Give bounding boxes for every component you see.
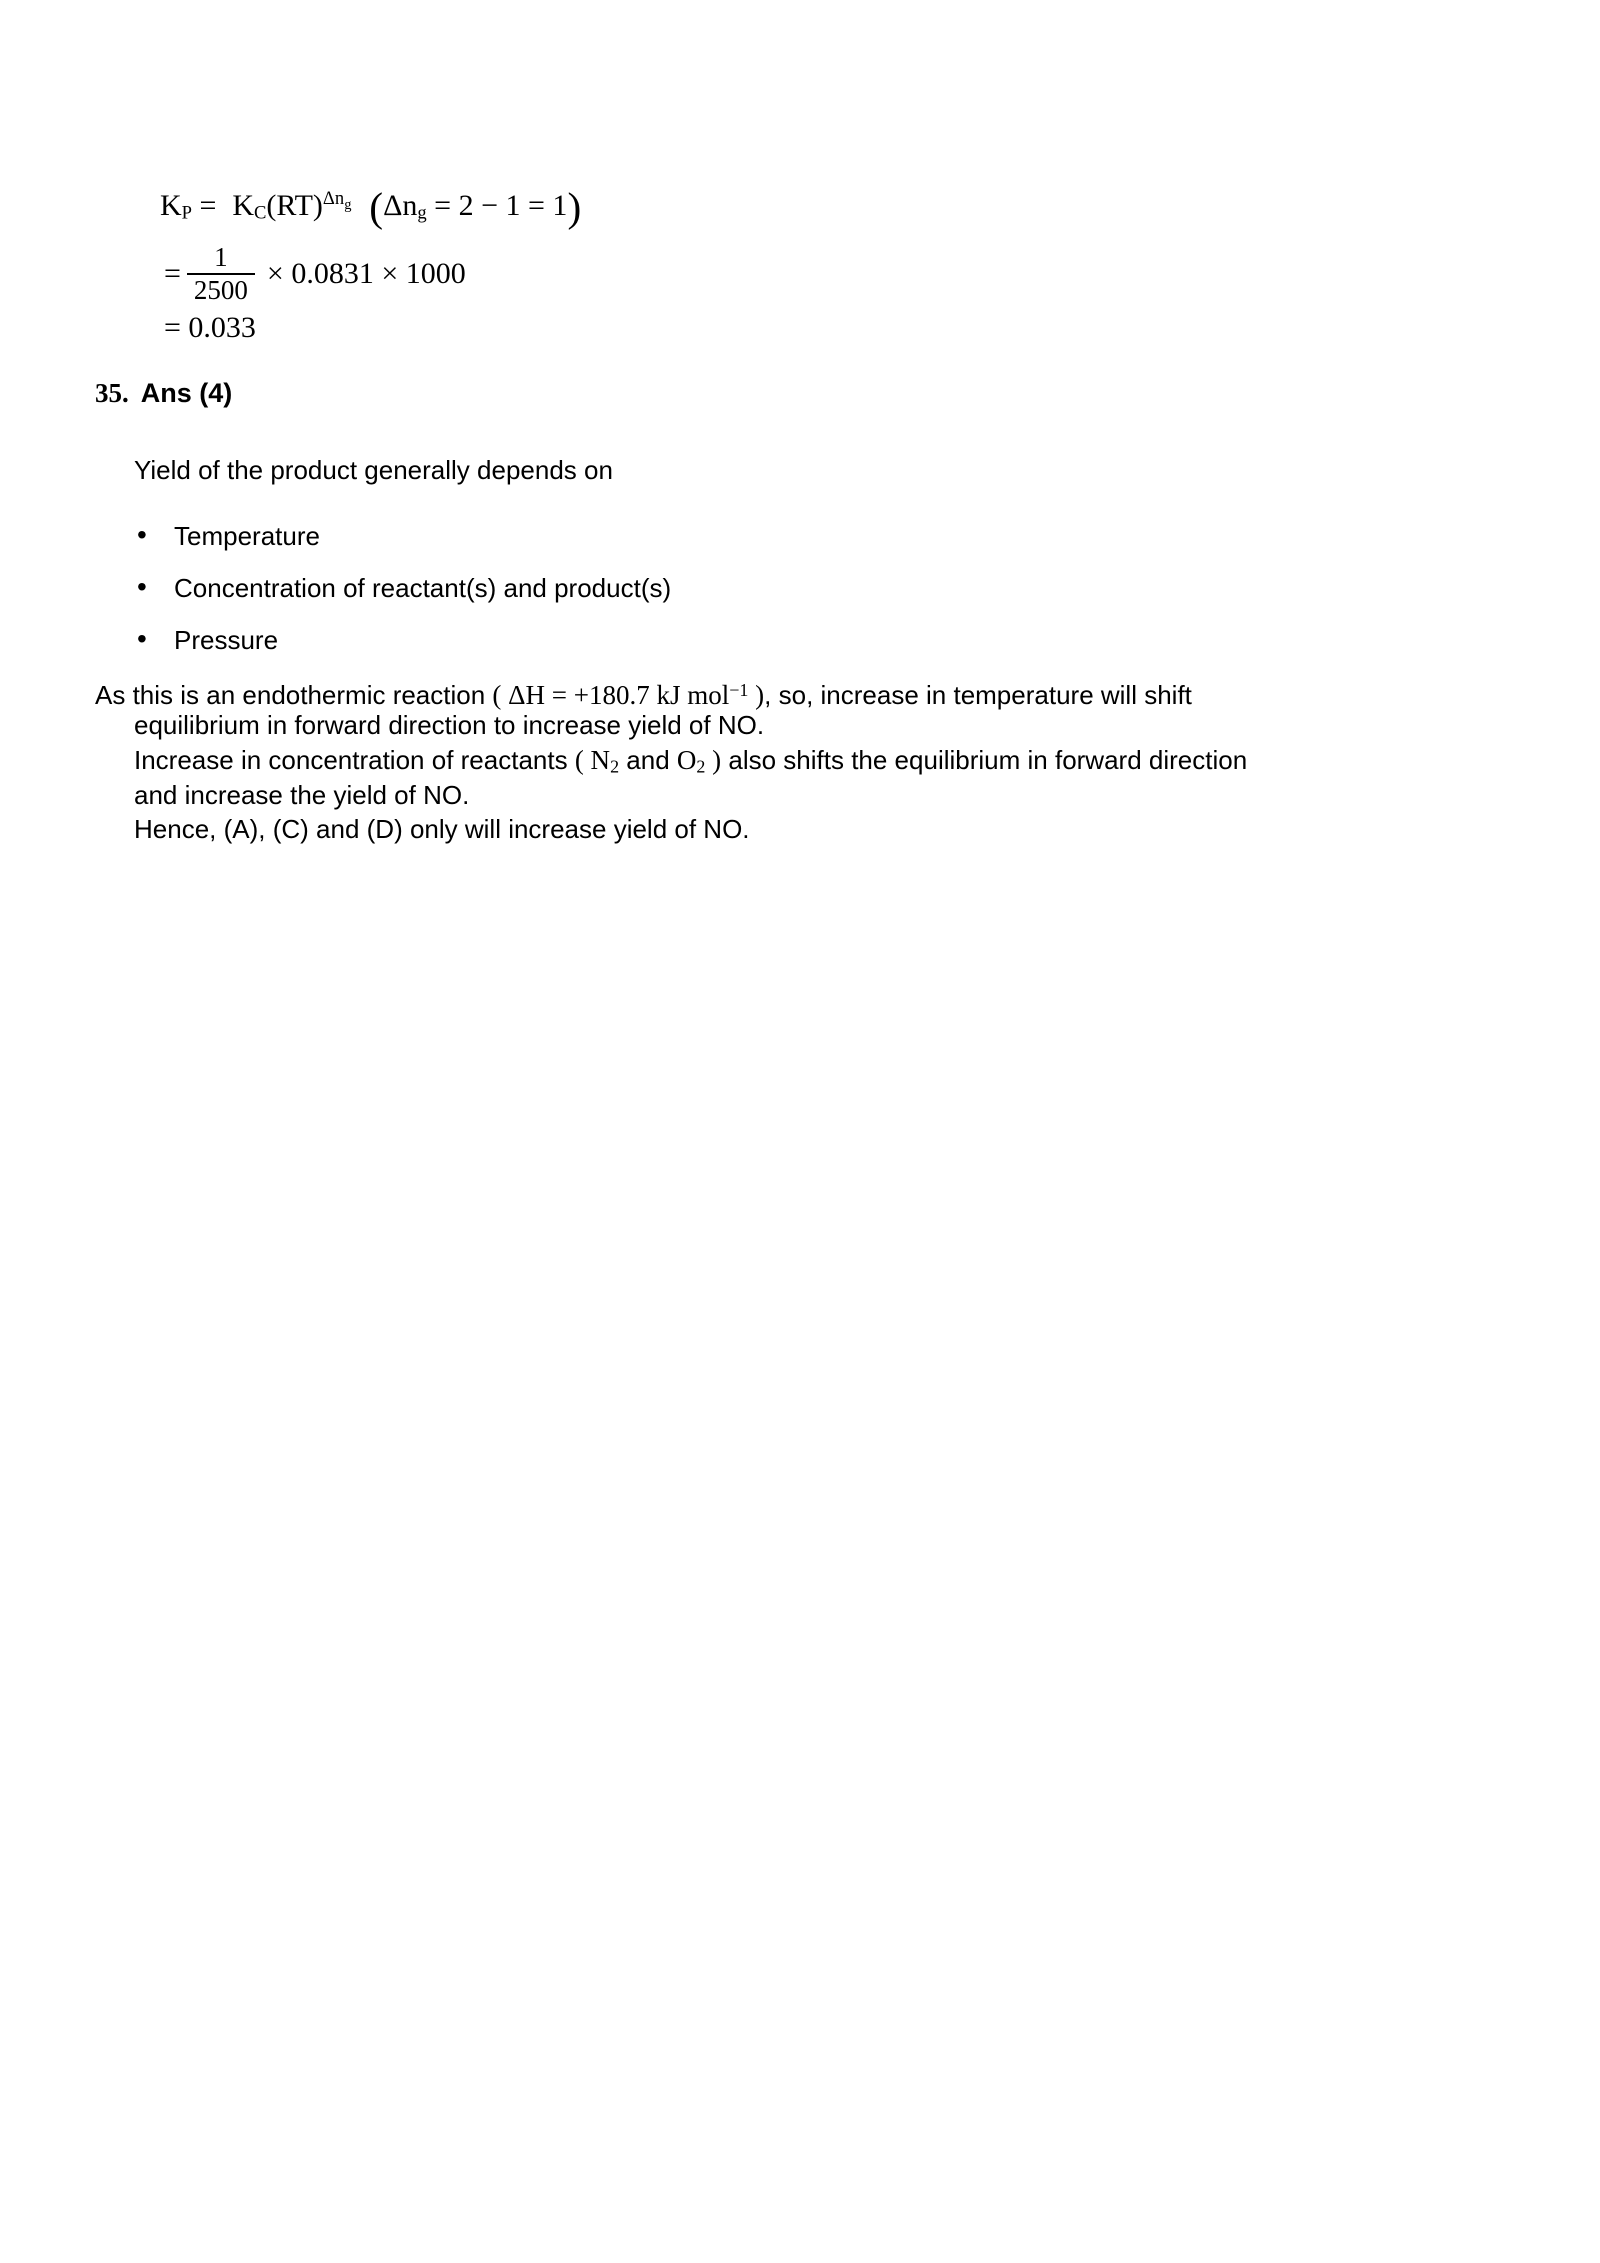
exponent-delta-ng: Δng xyxy=(322,188,352,214)
rt-term: (RT) xyxy=(266,189,323,223)
list-item xyxy=(137,519,671,553)
paragraph-line: equilibrium in forward direction to increase yield of NO. xyxy=(134,710,765,740)
list-item-label: Concentration of reactant(s) and product(s) xyxy=(174,573,672,603)
equals-sign: = xyxy=(199,189,217,223)
text-run: also shifts the equilibrium in forward direction xyxy=(721,745,1248,775)
bullet-list xyxy=(137,519,671,675)
text-run: and xyxy=(619,745,677,775)
close-paren: ) xyxy=(567,183,582,230)
list-item xyxy=(137,571,671,605)
multiplier-terms: × 0.0831 × 1000 xyxy=(266,257,466,291)
math-run-n2: ( N xyxy=(574,745,611,775)
fraction-denominator: 2500 xyxy=(187,273,255,306)
paragraph-line: Hence, (A), (C) and (D) only will increase yield of NO. xyxy=(134,814,750,844)
condition-equation: = 2 − 1 = 1 xyxy=(426,189,568,223)
answer-heading xyxy=(95,378,232,409)
math-run-delta-h: ( ΔH = +180.7 kJ mol xyxy=(492,680,730,711)
answer-label: Ans (4) xyxy=(140,378,233,408)
fraction xyxy=(187,242,255,306)
intro-text: Yield of the product generally depends on xyxy=(134,455,613,485)
math-superscript: −1 xyxy=(729,680,749,700)
math-subscript: 2 xyxy=(696,756,706,777)
paragraph-line: and increase the yield of NO. xyxy=(134,780,470,810)
question-number: 35. xyxy=(95,378,129,408)
kp-symbol: KP xyxy=(160,189,193,224)
kc-symbol: KC xyxy=(232,189,267,224)
list-item-label: Pressure xyxy=(174,625,279,655)
formula-line-3: = 0.033 xyxy=(164,311,256,344)
bullet-icon: • xyxy=(137,519,147,550)
list-item xyxy=(137,623,671,657)
equals-sign: = xyxy=(164,257,181,291)
text-run: Increase in concentration of reactants xyxy=(134,745,575,775)
formula-line-1 xyxy=(160,183,582,230)
math-run-o2: O xyxy=(676,745,697,775)
paragraph-line xyxy=(95,673,1192,712)
bullet-icon: • xyxy=(137,623,147,654)
text-run: As this is an endothermic reaction xyxy=(95,680,493,711)
fraction-numerator: 1 xyxy=(214,242,228,272)
text-run: , so, increase in temperature will shift xyxy=(764,680,1192,711)
math-run: ) xyxy=(748,680,765,711)
math-subscript: 2 xyxy=(610,756,620,777)
condition-delta-ng: Δng xyxy=(383,189,427,224)
formula-line-2 xyxy=(164,242,466,306)
open-paren: ( xyxy=(369,183,384,230)
math-run: ) xyxy=(705,745,722,775)
list-item-label: Temperature xyxy=(174,521,320,551)
bullet-icon: • xyxy=(137,571,147,602)
